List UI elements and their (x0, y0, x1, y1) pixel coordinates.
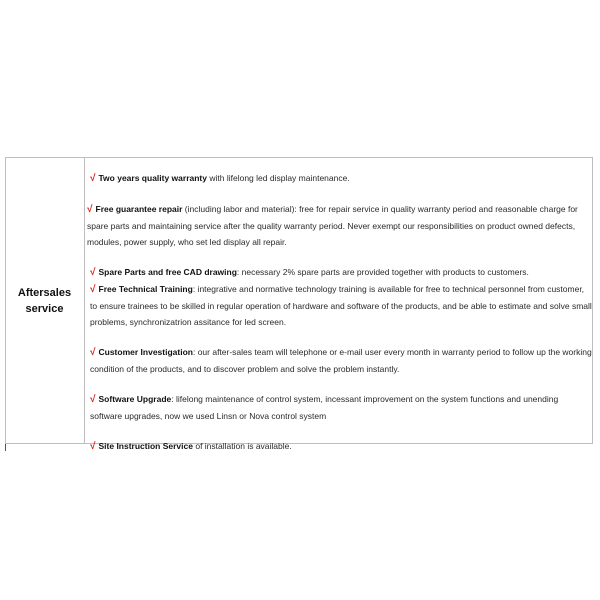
item-title: Free guarantee repair (95, 204, 183, 214)
item-text: : necessary 2% spare parts are provided together with products to customers. (236, 267, 529, 277)
service-item-site-instruction (87, 438, 592, 455)
checkmark-icon: √ (87, 204, 93, 215)
checkmark-icon: √ (90, 173, 96, 184)
item-text: of installation is available. (192, 441, 292, 451)
item-text: : lifelong maintenance of control system, incessant improvement on the system functions and unending software upgrades, now we used Linsn or Nova control system (90, 394, 559, 421)
service-item-warranty (87, 170, 592, 187)
spacer (87, 250, 592, 264)
service-item-software (87, 391, 592, 424)
item-text: : integrative and normative technology training is available for free to technical personnel from customer, to ensure trainees to be skilled in regular operation of hardware and software of the products, and be able to estimate and solve small problems, synchronizatrion assitance for led screen. (90, 284, 592, 327)
service-item-investigation (87, 344, 592, 377)
service-label-cell (5, 158, 85, 443)
spacer (87, 377, 592, 391)
item-title: Customer Investigation (98, 347, 193, 357)
service-content-cell (85, 158, 592, 452)
table-left-tick (5, 444, 6, 451)
spacer (87, 330, 592, 344)
checkmark-icon: √ (90, 284, 96, 295)
aftersales-service-table (5, 157, 593, 452)
spacer (87, 187, 592, 201)
spacer (87, 424, 592, 438)
service-item-spare-parts (87, 264, 592, 281)
checkmark-icon: √ (90, 394, 96, 405)
service-item-training (87, 281, 592, 330)
service-item-repair (87, 201, 592, 250)
item-text: (including labor and material): free for repair service in quality warranty period and reasonable charge for spare parts and maintaining service after the quality warranty period. Never exempt our responsibilities on product owned defects, modules, power supply, who set led display all repair. (87, 204, 578, 247)
item-title: Software Upgrade (98, 394, 172, 404)
item-title: Site Instruction Service (98, 441, 193, 451)
item-title: Free Technical Training (98, 284, 193, 294)
item-title: Spare Parts and free CAD drawing (98, 267, 237, 277)
item-title: Two years quality warranty (98, 173, 207, 183)
item-text: with lifelong led display maintenance. (207, 173, 350, 183)
service-label-line1: Aftersales (17, 286, 72, 299)
checkmark-icon: √ (90, 347, 96, 358)
checkmark-icon: √ (90, 441, 96, 452)
checkmark-icon: √ (90, 267, 96, 278)
service-label-line2: service (25, 302, 64, 315)
service-label (10, 285, 80, 317)
item-text: : our after-sales team will telephone or e-mail user every month in warranty period to follow up the working condition of the products, and to discover problem and solve the problem instantly. (90, 347, 592, 374)
